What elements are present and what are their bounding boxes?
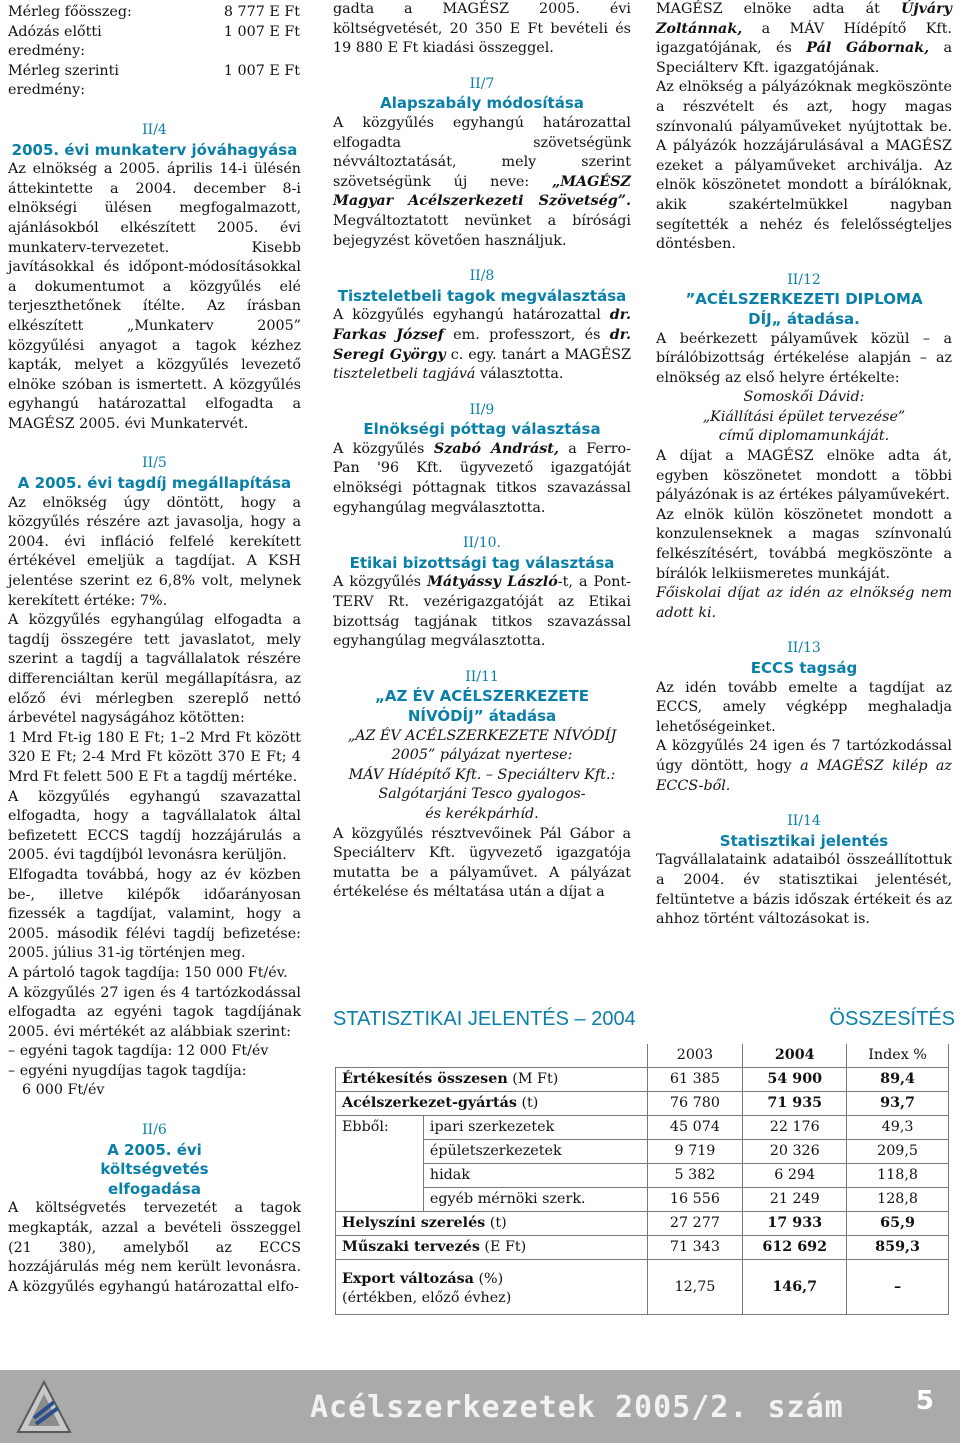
table-row: Értékesítés összesen (M Ft) 61 385 54 900 89,4 bbox=[336, 1068, 949, 1092]
table-row: hidak 5 382 6 294 118,8 bbox=[336, 1164, 949, 1188]
award-citation: Somoskői Dávid: „Kiállítási épület tervezése” című diplomamunkáját. bbox=[702, 389, 906, 445]
table-row: Acélszerkezet-gyártás (t) 76 780 71 935 93,7 bbox=[336, 1092, 949, 1116]
paragraph: A közgyűlés egyhangú határozattal dr. Farkas József em. professzort, és dr. Seregi György c. egy. tanárt a MAGÉSZ tiszteletbeli tagjává választotta. bbox=[333, 307, 632, 383]
paragraph: A költségvetés tervezetét a tagok megkapták, azzal a bevételi összeggel (21 380), amelyből az ECCS hozzájárulás még nem került levonásra. A közgyűlés egyhangú határozattal elfo- bbox=[8, 1200, 301, 1295]
paragraph: gadta a MAGÉSZ 2005. évi költségvetését, 20 350 E Ft bevételi és 19 880 E Ft kiadási összeggel. bbox=[333, 1, 631, 57]
paragraph: A közgyűlés 27 igen és 4 tartózkodással elfogadta az egyéni tagok tagdíjának 2005. évi mértékét az alábbiak szerint: bbox=[8, 984, 301, 1040]
section-heading: II/8 Tiszteletbeli tagok megválasztása bbox=[337, 268, 627, 305]
balance-summary bbox=[8, 3, 301, 101]
table-row: Export változása (%) (értékben, előző évhez) 12,75 146,7 – bbox=[336, 1260, 949, 1315]
table-row: egyéb mérnöki szerk. 16 556 21 249 128,8 bbox=[336, 1188, 949, 1212]
column-2 bbox=[333, 0, 631, 903]
balance-row: Adózás előtti eredmény: 1 007 E Ft bbox=[8, 23, 300, 60]
table-row: Ebből: ipari szerkezetek 45 074 22 176 49,3 bbox=[336, 1116, 949, 1140]
stats-title: STATISZTIKAI JELENTÉS – 2004 bbox=[333, 1008, 636, 1030]
paragraph: A közgyűlés Mátyássy László-t, a Pont-TERV Rt. vezérigazgatóját az Etikai bizottság tagjának titkos szavazással egyhangúlag megválasztotta. bbox=[333, 574, 631, 650]
magesz-logo-icon bbox=[14, 1378, 74, 1436]
section-heading: II/14 Statisztikai jelentés bbox=[719, 813, 889, 850]
paragraph: Elfogadta továbbá, hogy az év közben be-, illetve kilépők időarányosan fizessék a tagdíjat, valamint, hogy a 2005. második félévi tagdíj befizetése: 2005. július 31-ig történjen meg. bbox=[8, 866, 301, 962]
table-row: épületszerkezetek 9 719 20 326 209,5 bbox=[336, 1140, 949, 1164]
paragraph: A közgyűlés egyhangú határozattal elfogadta szövetségünk névváltoztatását, mely szerint szövetségünk új neve: „MAGÉSZ Magyar Acélszerkezeti Szövetség”. Megváltoztatott nevünket a bírósági bejegyzést követően használjuk. bbox=[333, 114, 631, 249]
paragraph: A díjat a MAGÉSZ elnöke adta át, egyben köszönetet mondott a többi pályázónak is az értékes pályaművekért. bbox=[656, 448, 952, 504]
paragraph: MAGÉSZ elnöke adta át Újváry Zoltánnak, a MÁV Hídépítő Kft. igazgatójának, és Pál Gábornak, a Speciálterv Kft. igazgatójának. bbox=[656, 1, 952, 76]
paragraph: A közgyűlés résztvevőinek Pál Gábor a Speciálterv Kft. ügyvezető igazgatója mutatta be a pályaművet. A pályázat értékelése és méltatása után a díjat a bbox=[333, 825, 631, 901]
table-row: Helyszíni szerelés (t) 27 277 17 933 65,9 bbox=[336, 1212, 949, 1236]
page-footer bbox=[0, 1370, 960, 1443]
section-heading: II/12 ”ACÉLSZERKEZETI DIPLOMA DÍJ„ átadása. bbox=[685, 271, 923, 328]
list-item: 6 000 Ft/év bbox=[22, 1082, 105, 1099]
balance-row: Mérleg főösszeg: 8 777 E Ft bbox=[8, 4, 300, 20]
section-heading: II/4 2005. évi munkaterv jóváhagyása bbox=[11, 121, 298, 159]
list-item: – egyéni tagok tagdíja: 12 000 Ft/év bbox=[8, 1043, 269, 1060]
section-heading: II/5 A 2005. évi tagdíj megállapítása bbox=[17, 455, 292, 493]
paragraph: Az idén tovább emelte a tagdíjat az ECCS, amely végképp meghaladja lehetőségeinket. bbox=[656, 679, 952, 735]
column-3 bbox=[656, 0, 952, 930]
paragraph: Az elnökség úgy döntött, hogy a közgyűlés részére azt javasolja, hogy a 2004. évi infláció felfelé kerekített értékével emeljük a tagdíjat. A KSH jelentése szerint ez 6,8% volt, melynek kerekített értéke: 7%. bbox=[8, 494, 301, 609]
section-heading: II/9 Elnökségi póttag választása bbox=[363, 401, 601, 439]
balance-row: Mérleg szerinti eredmény: 1 007 E Ft bbox=[8, 62, 300, 99]
stats-summary-label: ÖSSZESÍTÉS bbox=[829, 1008, 955, 1030]
column-1 bbox=[8, 0, 301, 1297]
page-number: 5 bbox=[915, 1386, 934, 1416]
paragraph: A közgyűlés egyhangúlag elfogadta a tagdíj összegére tett javaslatot, mely szerint a tagdíj a tagvállalatok részére differenciáltan kerül megállapításra, az előző évi mérlegben szereplő nettó árbevétel nagyságához kötötten: bbox=[8, 612, 301, 727]
section-heading: II/11 „AZ ÉV ACÉLSZERKEZETE NÍVÓDÍJ” átadása bbox=[374, 668, 589, 725]
award-citation: „AZ ÉV ACÉLSZERKEZETE NÍVÓDÍJ 2005” pályázat nyertese: MÁV Hídépítő Kft. – Speciálterv Kft.: Salgótarjáni Tesco gyalogos- és kerékpárhíd. bbox=[347, 727, 617, 822]
paragraph: Az elnökség a pályázóknak megköszönte a részvételt és azt, hogy magas színvonalú pályaműveket nyújtottak be. A pályázók hozzájárulásával a MAGÉSZ ezeket a pályaműveket archiválja. Az elnök köszönetet mondott a bírálóknak, akik szakértelmükkel nagyban segítették a nehéz és felelősségteljes döntésben. bbox=[656, 79, 952, 253]
paragraph: A közgyűlés 24 igen és 7 tartózkodással úgy döntött, hogy a MAGÉSZ kilép az ECCS-ből. bbox=[656, 738, 952, 794]
magazine-title: Acélszerkezetek 2005/2. szám bbox=[310, 1390, 844, 1425]
section-heading: II/10. Etikai bizottsági tag választása bbox=[349, 535, 615, 572]
stats-table bbox=[335, 1044, 949, 1315]
paragraph: 1 Mrd Ft-ig 180 E Ft; 1–2 Mrd Ft között 320 E Ft; 2-4 Mrd Ft között 370 E Ft; 4 Mrd Ft felett 500 E Ft a tagdíj mértéke. bbox=[8, 729, 301, 785]
table-row: Műszaki tervezés (E Ft) 71 343 612 692 859,3 bbox=[336, 1236, 949, 1260]
paragraph: Az elnökség a 2005. április 14-i ülésén áttekintette a 2004. december 8-i elnökségi ülésen megfogalmazott, ajánlásokból elkészített 2005. évi munkaterv-tervezetet. Kisebb javításokkal és időpont-módosításokkal a dokumentumot a közgyűlés elé terjeszthetőnek ítélte. Az írásban elkészített „Munkaterv 2005” közgyűlési anyagot a tagok kézhez kapták, melyet a közgyűlés levezető elnöke szóban is ismertett. A közgyűlés egyhangú határozattal elfogadta a MAGÉSZ 2005. évi Munkatervét. bbox=[8, 161, 301, 432]
stats-heading bbox=[333, 1008, 955, 1034]
paragraph: A beérkezett pályaművek közül – a bírálóbizottság értékelése alapján – az elnökség az első helyre értékelte: bbox=[656, 330, 952, 386]
section-heading: II/13 ECCS tagság bbox=[750, 640, 858, 677]
paragraph: A közgyűlés egyhangú szavazattal elfogadta, hogy a tagvállalatok által befizetett ECCS tagdíj hozzájárulás a 2005. évi tagdíjból levonásra kerüljön. bbox=[8, 788, 301, 864]
paragraph: Az elnök külön köszönetet mondott a konzulenseknek a magas színvonalú felkészítésért, továbbá megköszönte a bírálók lelkiismeretes munkáját. bbox=[656, 506, 952, 582]
table-header-row: 2003 2004 Index % bbox=[336, 1044, 949, 1068]
paragraph: A közgyűlés Szabó Andrást, a Ferro-Pan '96 Kft. ügyvezető igazgatóját elnökségi póttagnak titkos szavazással egyhangúlag megválasztotta. bbox=[333, 440, 631, 516]
section-heading: II/6 A 2005. évi költségvetés elfogadása bbox=[100, 1122, 209, 1198]
paragraph: Főiskolai díjat az idén az elnökség nem adott ki. bbox=[656, 585, 952, 621]
paragraph: Tagvállalataink adataiból összeállítottuk a 2004. év statisztikai jelentését, feltüntetve a bázis időszak értékeit és az ahhoz történt változásokat is. bbox=[656, 852, 952, 928]
section-heading: II/7 Alapszabály módosítása bbox=[380, 75, 584, 113]
paragraph: A pártoló tagok tagdíja: 150 000 Ft/év. bbox=[8, 964, 288, 981]
list-item: – egyéni nyugdíjas tagok tagdíja: bbox=[8, 1062, 247, 1079]
